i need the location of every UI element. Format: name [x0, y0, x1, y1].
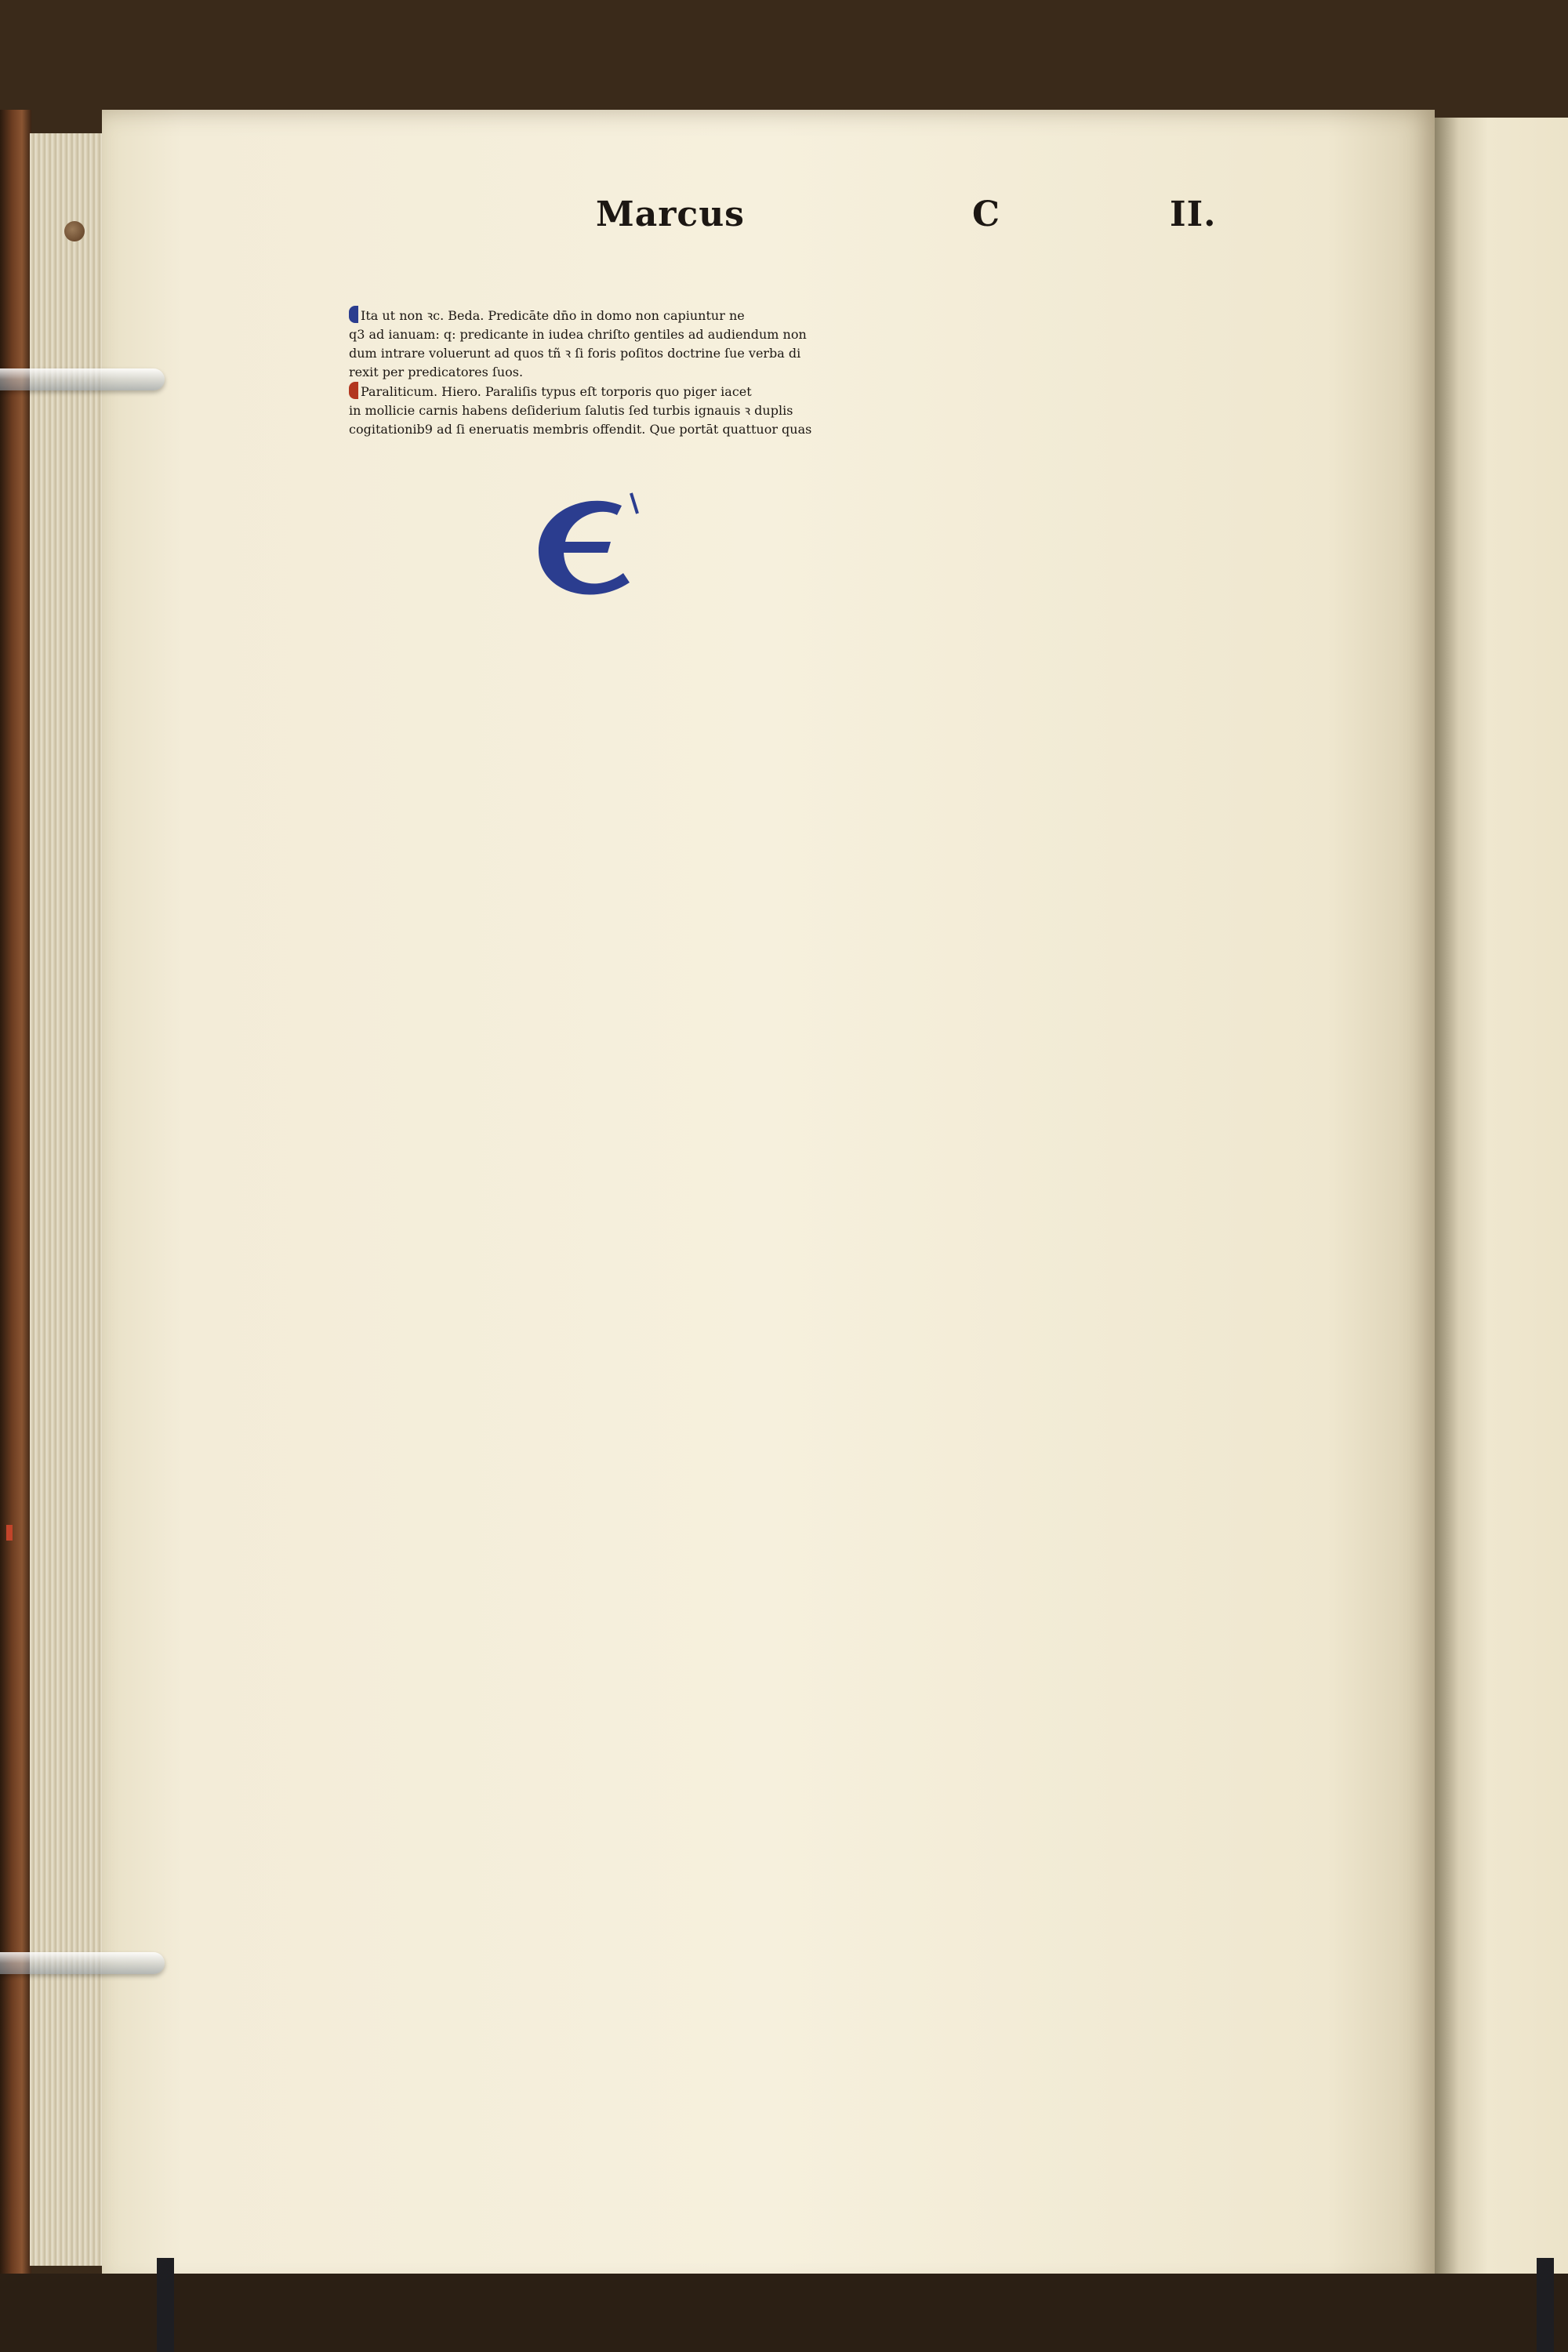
binding-nail-icon: [64, 221, 85, 241]
gloss-line: dum intrare voluerunt ad quos tñ ꝛ ſi foris poſitos doctrine ſue verba di: [349, 346, 801, 361]
page-clip-bottom: [0, 1952, 165, 1974]
page-clip-top: [0, 368, 165, 390]
page-edges: [30, 133, 110, 2266]
paragraph-mark-icon: [349, 382, 358, 399]
running-head-gathering: C: [972, 194, 1001, 234]
gloss-left-top: [349, 306, 851, 439]
running-head-folio: II.: [1170, 194, 1217, 234]
gloss-line: cogitationib9 ad ſi eneruatis membris offendit. Que portāt quattuor quas: [349, 422, 812, 437]
decorated-initial-icon: [529, 490, 647, 608]
gloss-line-text: Paraliticum. Hiero. Paraliſis typus eſt torporis quo piger iacet: [361, 384, 752, 399]
paragraph-mark-icon: [349, 306, 358, 323]
book-binding: [0, 110, 31, 2274]
gloss-line: in mollicie carnis habens deſiderium ſalutis ſed turbis ignauis ꝛ duplis: [349, 403, 793, 418]
bookmark-ribbon: [1537, 2258, 1554, 2352]
running-head-book: Marcus: [596, 194, 745, 234]
margin-marker: [6, 1525, 13, 1541]
gloss-line: [349, 382, 851, 401]
gloss-line: q3 ad ianuam: q: predicante in iudea chriſto gentiles ad audiendum non: [349, 327, 807, 342]
bookmark-ribbon: [157, 2258, 174, 2352]
adjacent-page: [1435, 118, 1568, 2289]
gloss-line: rexit per predicatores ſuos.: [349, 365, 524, 379]
gloss-line: [349, 306, 851, 325]
gloss-line-text: Ita ut non ꝛc. Beda. Predicāte dn̄o in domo non capiuntur ne: [361, 308, 745, 323]
bottom-shadow: [0, 2274, 1568, 2352]
